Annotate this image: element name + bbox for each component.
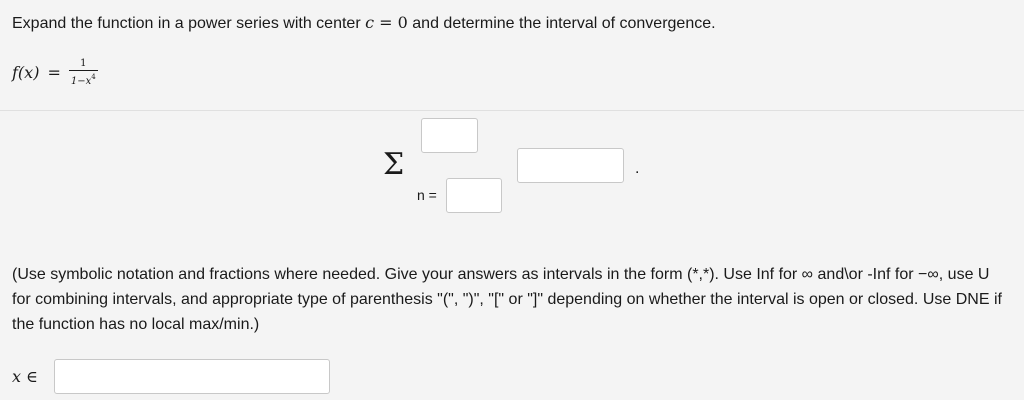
fraction-numerator: 1: [80, 58, 87, 69]
trailing-period: .: [635, 160, 640, 177]
function-formula: [12, 58, 98, 87]
series-term-input[interactable]: [517, 148, 624, 183]
denominator-base: 1−x: [70, 76, 92, 87]
section-divider: [0, 110, 1024, 111]
formula-lhs: f(x): [12, 63, 40, 82]
center-variable: c: [365, 13, 375, 32]
interval-label: [12, 367, 54, 386]
question-text-before: Expand the function in a power series with center: [12, 15, 366, 32]
formula-equals: =: [47, 63, 61, 82]
denominator-exponent: 4: [91, 73, 96, 81]
center-equals: =: [374, 13, 398, 32]
sigma-symbol: Σ: [383, 147, 405, 182]
lower-limit-label: n =: [417, 187, 437, 203]
question-text: [12, 12, 716, 35]
interval-input[interactable]: [54, 359, 330, 394]
fraction-denominator: [69, 70, 98, 87]
interval-row: [12, 359, 330, 394]
formula-fraction: [69, 58, 98, 87]
center-value: 0: [397, 13, 408, 32]
element-of-symbol: ∈: [26, 367, 38, 386]
instructions-text: (Use symbolic notation and fractions where needed. Give your answers as intervals in the form (*,*). Use Inf for ∞ and\or -Inf for −∞, use U for combining intervals, and appropriate type of parenthesis "(", ")", "[" or "]" depending on whether the interval is open or closed. Use DNE if the function has no local max/min.): [12, 266, 1002, 333]
lower-limit-input[interactable]: [446, 178, 502, 213]
upper-limit-input[interactable]: [421, 118, 478, 153]
question-text-after: and determine the interval of convergence.: [407, 15, 716, 32]
interval-variable: x: [12, 367, 22, 386]
